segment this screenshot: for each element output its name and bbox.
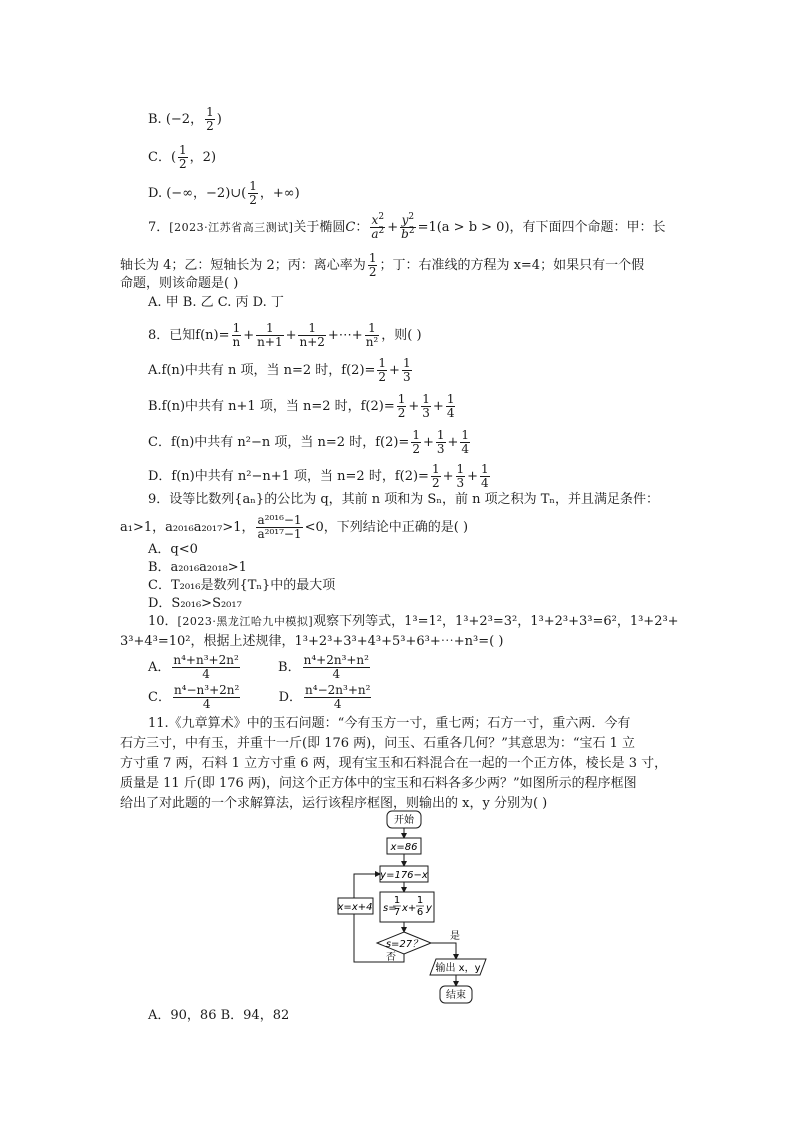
flow-loop-text: x=x+4 bbox=[337, 902, 373, 913]
flow-y-text: y=176−x bbox=[380, 870, 428, 881]
q8-option-d: D．f(n)中共有 n²−n+1 项，当 n=2 时，f(2)= $\frac{1}{2}$ + $\frac{1}{3}$ + $\frac{1}{4}$ bbox=[148, 462, 489, 490]
q7-line2: 轴长为 4；乙：短轴长为 2；丙：离心率为 $\frac{1}{2}$ ；丁：右准线的方程为 x=4；如果只有一个假 bbox=[120, 251, 645, 279]
q6-option-d: D. (−∞，−2)∪( $\frac{1}{2}$ ，+∞) bbox=[148, 179, 300, 207]
q7-options: A. 甲 B. 乙 C. 丙 D. 丁 bbox=[148, 295, 284, 310]
flow-init-text: x=86 bbox=[390, 842, 418, 853]
q6-option-c: C．( $\frac{1}{2}$ ，2) bbox=[148, 143, 217, 171]
q11-line3: 方寸重 7 两，石料 1 立方寸重 6 两，现有宝玉和石料混合在一起的一个正方体，棱长是 3 寸， bbox=[120, 756, 668, 771]
flow-output-text: 输出 x，y bbox=[435, 963, 481, 974]
q6-option-b: B. (−2， $\frac{1}{2}$ ) bbox=[148, 105, 222, 133]
flow-s-frac1-num: 1 bbox=[393, 895, 401, 906]
q11-line2: 石方三寸，中有玉，并重十一斤(即 176 两)，问玉、石重各几何？”其意思为：“宝石 1 立 bbox=[120, 736, 636, 751]
flow-s-frac2-den: 6 bbox=[416, 907, 424, 918]
flow-s-frac2-num: 1 bbox=[416, 895, 424, 906]
q11-line5: 给出了对此题的一个求解算法，运行该程序框图，则输出的 x，y 分别为( ) bbox=[120, 796, 548, 811]
q9-option-a: A．q<0 bbox=[148, 542, 198, 557]
q9-line2: a₁>1，a₂₀₁₆a₂₀₁₇>1， $\frac{\text{a²⁰¹⁶−1}}{\text{a²⁰¹⁷−1}}$ <0，下列结论中正确的是( ) bbox=[120, 513, 469, 541]
q10-options-ab: A． $\frac{\text{n⁴+n³+2n²}}{4}$ B． $\frac{\text{n⁴+2n³+n²}}{4}$ bbox=[148, 653, 369, 681]
q7-stem: 7．[2023·江苏省高三测试]关于椭圆C： $\frac{x^2}{a^2}$ + $\frac{y^2}{b^2}$ =1(a > b > 0)，有下面四个命题：甲：长 bbox=[148, 212, 666, 241]
q9-option-c: C．T₂₀₁₆是数列{Tₙ}中的最大项 bbox=[148, 578, 336, 593]
flow-s-left: s= bbox=[383, 903, 397, 914]
q7-line3: 命题，则该命题是( ) bbox=[120, 276, 239, 291]
q10-options-cd: C． $\frac{\text{n⁴−n³+2n²}}{4}$ D． $\frac{\text{n⁴−2n³+n²}}{4}$ bbox=[148, 683, 371, 711]
q11-line1: 11.《九章算术》中的玉石问题：“今有玉方一寸，重七两；石方一寸，重六两．今有 bbox=[148, 716, 631, 731]
program-flowchart bbox=[330, 808, 500, 1008]
q8-option-b: B.f(n)中共有 n+1 项，当 n=2 时，f(2)= $\frac{1}{2}$ + $\frac{1}{3}$ + $\frac{1}{4}$ bbox=[148, 392, 455, 420]
q9-option-d: D．S₂₀₁₆>S₂₀₁₇ bbox=[148, 596, 242, 611]
q10-line2: 3³+4³=10²，根据上述规律，1³+2³+3³+4³+5³+6³+⋯+n³=( ) bbox=[120, 634, 504, 649]
flow-decision-text: s=27？ bbox=[385, 939, 423, 950]
flow-end-text: 结束 bbox=[446, 990, 466, 1001]
flow-s-mid: x+ bbox=[402, 903, 417, 914]
flow-s-right: y bbox=[426, 903, 432, 914]
q11-options: A．90，86 B．94，82 bbox=[148, 1008, 290, 1023]
flow-start-text: 开始 bbox=[394, 815, 414, 826]
flow-yes-label: 是 bbox=[450, 931, 460, 942]
q8-option-c: C．f(n)中共有 n²−n 项，当 n=2 时，f(2)= $\frac{1}{2}$ + $\frac{1}{3}$ + $\frac{1}{4}$ bbox=[148, 428, 470, 456]
q8-stem: 8．已知f(n)= $\frac{1}{n}$ + $\frac{1}{n+1}$ + $\frac{1}{n+2}$ +⋯+ $\frac{1}{\text{n²}}$ ，则( ) bbox=[148, 321, 422, 349]
flow-no-label: 否 bbox=[386, 952, 396, 963]
flow-s-frac1-den: 7 bbox=[393, 907, 401, 918]
q9-line1: 9．设等比数列{aₙ}的公比为 q，其前 n 项和为 Sₙ，前 n 项之积为 Tₙ，并且满足条件： bbox=[148, 492, 660, 507]
q8-option-a: A.f(n)中共有 n 项，当 n=2 时，f(2)= $\frac{1}{2}$ + $\frac{1}{3}$ bbox=[148, 356, 411, 384]
q10-line1: 10．[2023·黑龙江哈九中模拟]观察下列等式，1³=1²，1³+2³=3²，1³+2³+3³=6²，1³+2³+ bbox=[148, 614, 679, 629]
q11-line4: 质量是 11 斤(即 176 两)，问这个正方体中的宝玉和石料各多少两？”如图所示的程序框图 bbox=[120, 776, 637, 791]
q9-option-b: B．a₂₀₁₆a₂₀₁₈>1 bbox=[148, 560, 247, 575]
